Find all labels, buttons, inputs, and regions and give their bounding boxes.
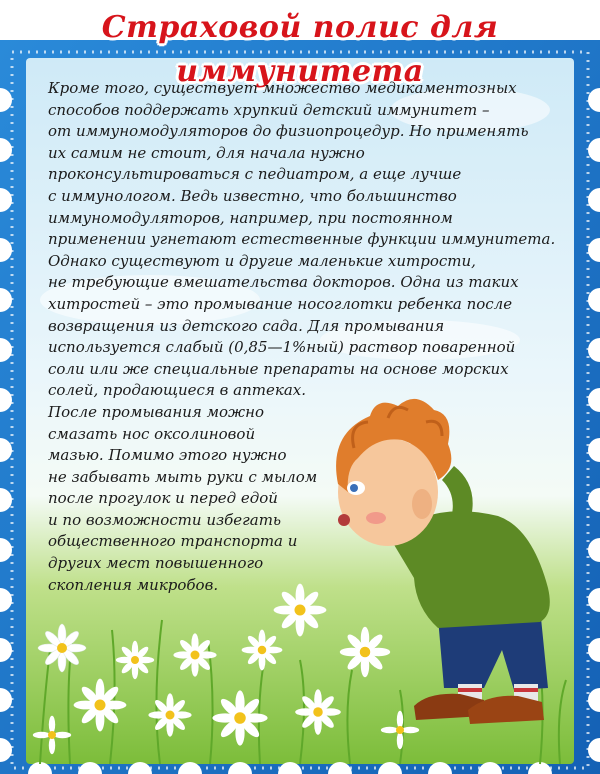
body-line: после прогулок и перед едой: [48, 489, 278, 508]
body-line: Кроме того, существует множество медикаментозных: [48, 79, 517, 97]
body-line: иммуномодуляторов, например, при постоянном: [48, 208, 453, 227]
body-line: с иммунологом. Ведь известно, что большинство: [48, 186, 457, 205]
body-line: применении угнетают естественные функции иммунитета.: [48, 230, 556, 249]
body-line: хитростей – это промывание носоглотки ребенка после: [48, 294, 513, 313]
body-line: солей, продающиеся в аптеках.: [48, 381, 306, 400]
body-line: соли или же специальные препараты на основе морских: [48, 359, 509, 378]
body-line: не требующие вмешательства докторов. Одна из таких: [48, 273, 519, 292]
body-line: скопления микробов.: [48, 575, 219, 594]
body-text: [48, 78, 558, 596]
body-line: мазью. Помимо этого нужно: [48, 446, 287, 465]
body-line: возвращения из детского сада. Для промывания: [48, 316, 445, 335]
page-title: Страховой полис для иммунитета: [101, 10, 499, 89]
body-line: других мест повышенного: [48, 554, 264, 573]
body-line: от иммуномодуляторов до физиопроцедур. Но применять: [48, 122, 529, 141]
body-line: используется слабый (0,85—1%ный) раствор поваренной: [48, 338, 516, 357]
body-line: Однако существуют и другие маленькие хитрости,: [48, 251, 476, 270]
body-line: и по возможности избегать: [48, 510, 282, 529]
body-line: не забывать мыть руки с мылом: [48, 467, 318, 486]
body-line: После промывания можно: [48, 402, 264, 421]
body-line: способов поддержать хрупкий детский иммунитет –: [48, 100, 490, 119]
body-line: общественного транспорта и: [48, 532, 298, 551]
body-line: их самим не стоит, для начала нужно: [48, 143, 365, 162]
body-line: смазать нос оксолиновой: [48, 424, 256, 443]
body-line: проконсультироваться с педиатром, а еще лучше: [48, 165, 462, 184]
